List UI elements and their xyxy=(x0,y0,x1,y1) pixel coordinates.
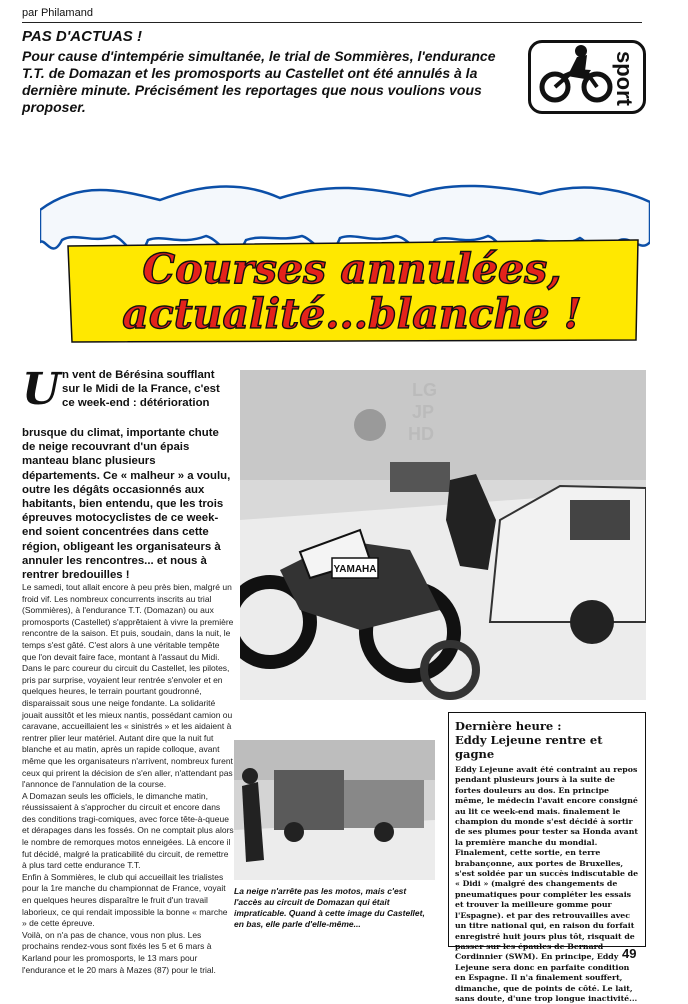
badge-label: sport xyxy=(612,50,637,106)
paragraph: Dans le parc coureur du circuit du Castellet, les pilotes, pris par surprise, voyaient leur rentrée s'envoler et en quelques heures, le terrain pourtant goudronné, disparaissait sous une neige fondante. La solidarité jouait aussitôt et les mieux nantis, possédant camion ou caravane, accueillaient les « sinistrés » et les aidaient à rentrer plier leur matériel. Autant dire que la nuit fut blanche et au matin, après un rapide colloque, avant même que les organisateurs n'arrivent, nombreux furent ceux qui prirent la décision de s'en aller, n'attendant pas l'annonce de l'annulation de la course. xyxy=(22,663,233,790)
box-title: Dernière heure : Eddy Lejeune rentre et gagne xyxy=(455,719,603,761)
paragraph: Enfin à Sommières, le club qui accueillait les trialistes pour la 1re manche du championnat de France, voyait en quelques heures disparaître le fruit d'un travail laborieux, ce qui rendait impossible la bonne « marche » de cette épreuve. xyxy=(22,871,228,929)
title-banner xyxy=(40,180,650,345)
photo-castellet-paddock xyxy=(234,740,435,880)
banner-line-1: Courses annulées, xyxy=(142,245,562,293)
paragraph: A Domazan seuls les officiels, le dimanche matin, réussissaient à s'approcher du circuit et encore dans des conditions tragi-comiques, avec force tête-à-queue et dérapages dans les fossés. On ne comptait plus alors le nombre de remorques motos enneigées. Là encore il fut décidé, malgré la praticabilité du circuit, de remettre à plus tard cette endurance T.T. xyxy=(22,790,234,871)
header-rule xyxy=(22,22,642,23)
watermark-text: LG xyxy=(412,380,437,400)
article-lead: brusque du climat, importante chute de neige recouvrant d'un épais manteau blanc plusieurs départements. Ce « malheur » a voulu, outre les dégâts occasionnés aux habitants, bien entendu, que les trois épreuves motocyclistes de ce week-end soient concentrées dans cette région, obligeant les organisateurs à annuler les rencontres... et nous à rentrer bredouilles ! xyxy=(22,427,231,582)
section-lead: Pour cause d'intempérie simultanée, le trial de Sommières, l'endurance T.T. de Domazan et les promosports au Castellet ont été annulés à la dernière minute. Précisément les reportages que nous voulions vous proposer. xyxy=(22,48,496,115)
page-number: 49 xyxy=(622,946,637,961)
watermark-text: JP xyxy=(412,402,435,422)
paragraph: Voilà, on n'a pas de chance, vous non plus. Les prochains rendez-vous sont fixés les 5 et 6 mars à Karland pour les promosports, le 13 mars pour l'endurance et le 20 mars à Mazes (87) pour le trial. xyxy=(22,929,216,975)
drop-cap: U xyxy=(22,364,61,415)
byline: par Philamand xyxy=(22,7,93,19)
paragraph: Le samedi, tout allait encore à peu près bien, malgré un froid vif. Les nombreux concurrents inscrits au trial (Sommières), à l'endurance T.T. (Domazan) ou aux promosports (Castellet) s'apprêtaient à vivre la première rencontre de la saison. Et puis, soudain, dans la nuit, le temps s'est gâté. C'est alors à une véritable tempête que l'on devait faire face, montant à l'assaut du Midi. xyxy=(22,582,234,662)
watermark-text: HD xyxy=(408,424,434,444)
photo-motorcycle-snow xyxy=(240,370,646,700)
banner-line-2: actualité...blanche ! xyxy=(122,290,582,338)
box-body: Eddy Lejeune avait été contraint au repos pendant plusieurs jours à la suite de fortes douleurs au dos. En principe même, le médecin l'avait encore consigné au lit ce week-end mais. finalement le champion du monde s'est décidé à sortir de ses plumes pour tester sa Honda avant la première manche du mondial. Finalement, cette sortie, en terre brabançonne, aux portes de Bruxelles, s'est soldée par un succès indiscutable de « Didi » (malgré des changements de pneumatiques pour compléter les essais et trouver la meilleure gomme pour l'Espagne). et par des retrouvailles avec un titre national qui, en raison du forfait enregistré huit jours plus tôt, risquait de passer sur les épaules de Bernard Cordinnier (SWM). En principe, Eddy Lejeune sera donc en parfaite condition en Espagne. Il n'a finalement souffert, dimanche, que de points de côté. Le lait, sans doute, d'une trop longue inactivité... xyxy=(455,765,639,1003)
section-title: PAS D'ACTUAS ! xyxy=(22,28,142,45)
article-body xyxy=(22,582,234,976)
photo-caption: La neige n'arrête pas les motos, mais c'est l'accès au circuit de Domazan qui était impraticable. Quand à cette image du Castellet, en bas, elle parle d'elle-même... xyxy=(234,886,425,929)
watermark-icon xyxy=(354,409,386,441)
sport-badge xyxy=(528,40,646,114)
article-lead-first: n vent de Bérésina soufflant sur le Midi de la France, c'est ce week-end : détérioration xyxy=(62,369,220,410)
bike-plate: YAMAHA xyxy=(333,564,377,575)
